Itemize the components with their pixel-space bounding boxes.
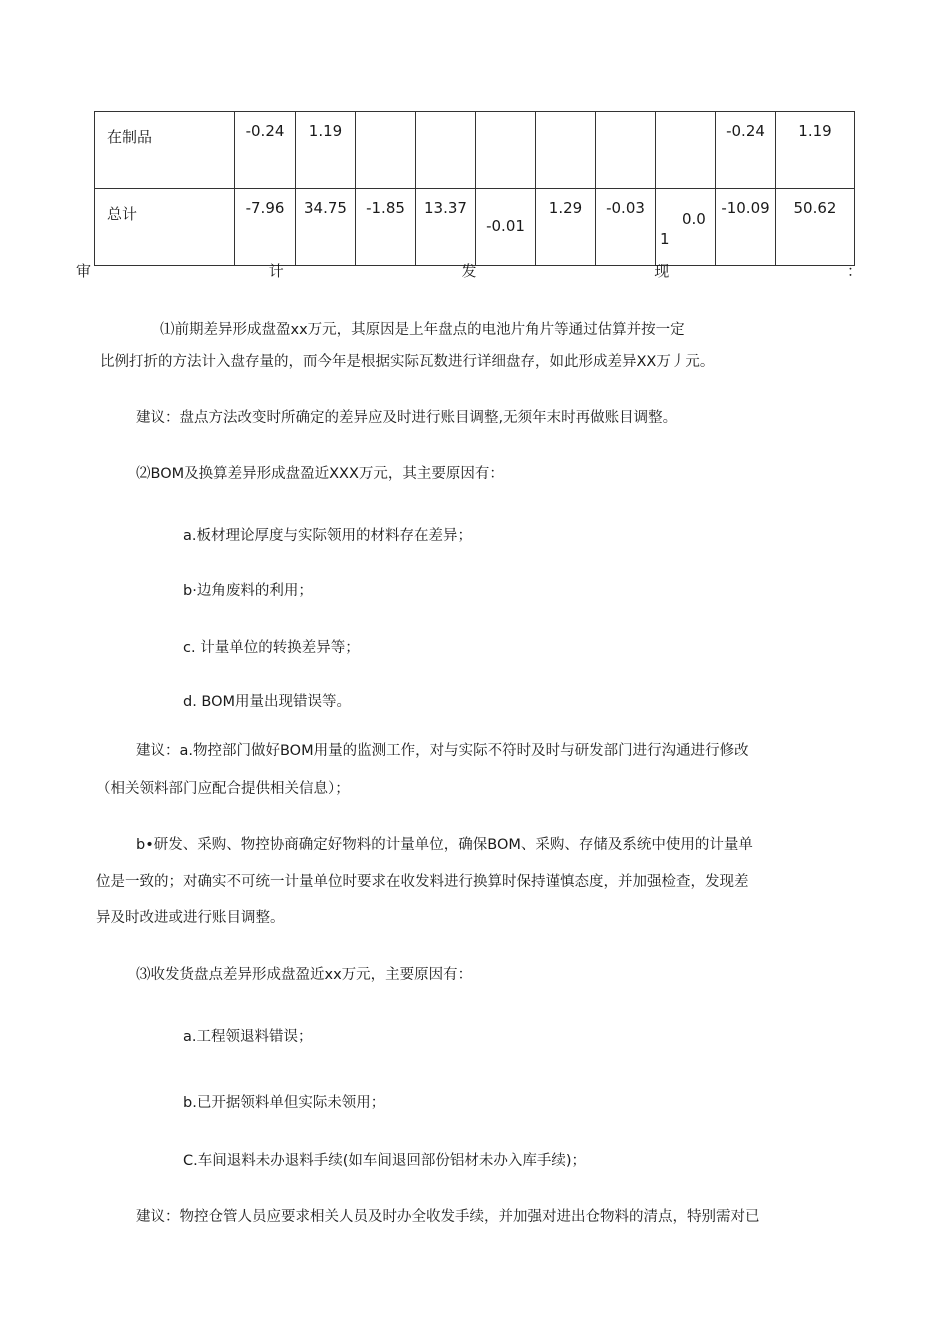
table-row (95, 189, 855, 266)
suggestion: 建议：物控仓管人员应要求相关人员及时办全收发手续，并加强对进出仓物料的清点，特别需对已 (136, 1209, 760, 1225)
table-cell (596, 112, 656, 189)
table-cell: -7.96 (235, 189, 296, 266)
heading-char: 审 (76, 262, 92, 280)
paragraph: （相关领料部门应配合提供相关信息）； (96, 781, 350, 797)
table-cell: -10.09 (716, 189, 776, 266)
table-cell (356, 112, 416, 189)
paragraph: ⑵BOM及换算差异形成盘盈近XXX万元，其主要原因有： (136, 466, 504, 482)
list-item: C.车间退料未办退料手续(如车间退回部份铝材未办入库手续)； (183, 1153, 587, 1169)
heading-char: 计 (268, 262, 284, 280)
inventory-difference-table (94, 111, 855, 266)
table-cell: 1.19 (776, 112, 855, 189)
paragraph: ⑴前期差异形成盘盈xx万元，其原因是上年盘点的电池片角片等通过估算并按一定 (160, 322, 685, 338)
row-label: 总计 (95, 189, 235, 266)
table-cell (416, 112, 476, 189)
table-cell: 13.37 (416, 189, 476, 266)
heading-char: ： (846, 262, 862, 280)
paragraph: 异及时改进或进行账目调整。 (96, 910, 285, 926)
table-cell: -1.85 (356, 189, 416, 266)
table-cell: 34.75 (296, 189, 356, 266)
suggestion: 建议：盘点方法改变时所确定的差异应及时进行账目调整,无须年末时再做账目调整。 (136, 410, 678, 426)
suggestion: b•研发、采购、物控协商确定好物料的计量单位，确保BOM、采购、存储及系统中使用的计量单 (136, 837, 753, 853)
list-item: b.已开据领料单但实际未领用； (183, 1095, 386, 1111)
paragraph: 比例打折的方法计入盘存量的，而今年是根据实际瓦数进行详细盘存，如此形成差异XX万丿元。 (100, 354, 715, 370)
table-cell: 1.29 (536, 189, 596, 266)
paragraph: 位是一致的；对确实不可统一计量单位时要求在收发料进行换算时保持谨慎态度，并加强检查，发现差 (96, 874, 749, 890)
table-cell: -0.24 (235, 112, 296, 189)
table-cell (536, 112, 596, 189)
table-cell: 1.19 (296, 112, 356, 189)
list-item: a.工程领退料错误； (183, 1029, 313, 1045)
table-cell: -0.03 (596, 189, 656, 266)
heading-char: 现 (654, 262, 670, 280)
row-label: 在制品 (95, 112, 235, 189)
table-cell (476, 189, 536, 266)
table-cell (656, 112, 716, 189)
paragraph: ⑶收发货盘点差异形成盘盈近xx万元，主要原因有： (136, 967, 473, 983)
list-item: c. 计量单位的转换差异等； (183, 640, 360, 656)
table-cell (656, 189, 716, 266)
table-row (95, 112, 855, 189)
table-cell: -0.24 (716, 112, 776, 189)
table-cell (476, 112, 536, 189)
table-cell: 50.62 (776, 189, 855, 266)
list-item: b·边角废料的利用； (183, 583, 313, 599)
heading-char: 发 (461, 262, 477, 280)
suggestion: 建议：a.物控部门做好BOM用量的监测工作，对与实际不符时及时与研发部门进行沟通进行修改 (136, 743, 749, 759)
cell-value: 0.01 (660, 210, 706, 248)
audit-findings-heading (76, 260, 862, 281)
list-item: a.板材理论厚度与实际领用的材料存在差异； (183, 528, 472, 544)
cell-value: -0.01 (486, 217, 525, 235)
list-item: d. BOM用量出现错误等。 (183, 694, 352, 710)
